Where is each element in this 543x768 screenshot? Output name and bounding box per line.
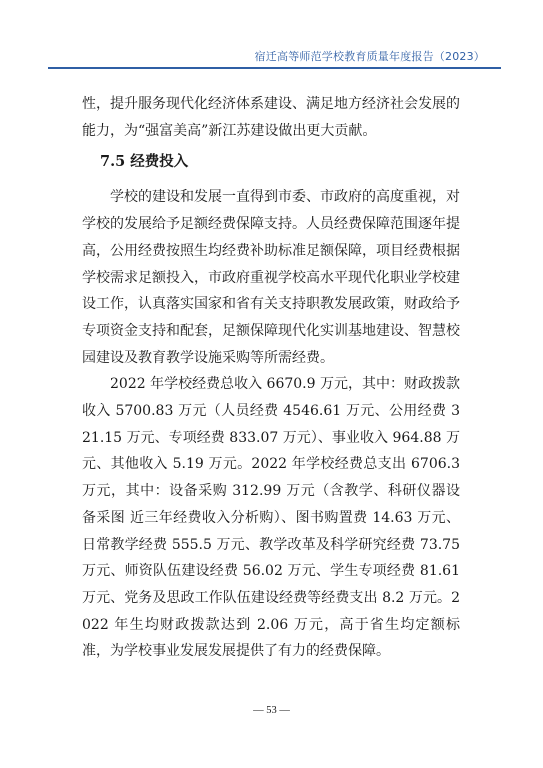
funding-details-paragraph: 2022 年学校经费总收入 6670.9 万元，其中：财政拨款收入 5700.83 万元（人员经费 4546.61 万元、公用经费 321.15 万元、专项经费 833.07 万元）、事业收入 964.88 万元、其他收入 5.19 万元。2022 年学校经费总支出 6706.3 万元，其中：设备采购 312.99 万元（含教学、科研仪器设备采图 近三年经费收入分析购）、图书购置费 14.63 万元、日常教学经费 555.5 万元、教学改革及科学研究经费 73.75 万元、师资队伍建设经费 56.02 万元、学生专项经费 81.61 万元、党务及思政工作队伍建设经费等经费支出 8.2 万元。2022 年生均财政拨款达到 2.06 万元，高于省生均定额标准，为学校事业发展发展提供了有力的经费保障。 <box>82 376 460 660</box>
document-body <box>82 91 460 665</box>
page-number: — 53 — <box>253 705 290 716</box>
section-heading: 7.5 经费投入 <box>100 153 189 171</box>
header-divider <box>48 67 501 69</box>
intro-continuation-paragraph: 性，提升服务现代化经济体系建设、满足地方经济社会发展的能力，为“强富美高”新江苏建设做出更大贡献。 <box>82 96 460 139</box>
funding-overview-paragraph: 学校的建设和发展一直得到市委、市政府的高度重视，对学校的发展给予足额经费保障支持。人员经费保障范围逐年提高，公用经费按照生均经费补助标准足额保障，项目经费根据学校需求足额投入，市政府重视学校高水平现代化职业学校建设工作，认真落实国家和省有关支持职教发展政策，财政给予专项资金支持和配套，足额保障现代化实训基地建设、智慧校园建设及教育教学设施采购等所需经费。 <box>82 189 460 366</box>
page-header-title: 宿迁高等师范学校教育质量年度报告（2023） <box>254 50 485 63</box>
